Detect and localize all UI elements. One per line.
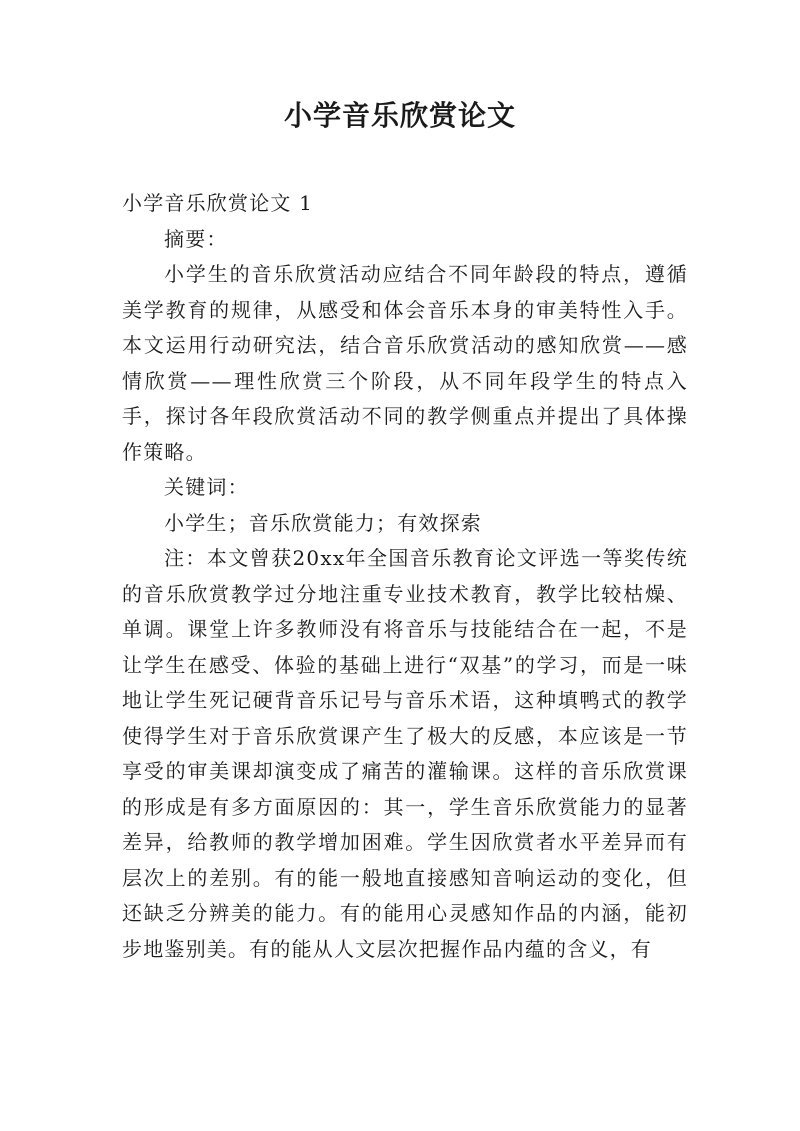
section-heading: 小学音乐欣赏论文 1 xyxy=(122,191,314,215)
keywords-label: 关键词： xyxy=(164,475,249,499)
keywords-paragraph: 小学生；音乐欣赏能力；有效探索 xyxy=(164,510,482,535)
abstract-label: 摘要： xyxy=(164,226,228,251)
abstract-paragraph: 小学生的音乐欣赏活动应结合不同年龄段的特点，遵循美学教育的规律，从感受和体会音乐本身的审美特性入手。本文运用行动研究法，结合音乐欣赏活动的感知欣赏——感情欣赏——理性欣赏三个阶段，从不同年段学生的特点入手，探讨各年段欣赏活动不同的教学侧重点并提出了具体操作策略。 xyxy=(122,262,688,464)
document-body xyxy=(122,186,688,967)
note-paragraph: 注：本文曾获20xx年全国音乐教育论文评选一等奖传统的音乐欣赏教学过分地注重专业技术教育，教学比较枯燥、单调。课堂上许多教师没有将音乐与技能结合在一起，不是让学生在感受、体验的基础上进行“双基”的学习，而是一味地让学生死记硬背音乐记号与音乐术语，这种填鸭式的教学使得学生对于音乐欣赏课产生了极大的反感，本应该是一节享受的审美课却演变成了痛苦的灌输课。这样的音乐欣赏课的形成是有多方面原因的：其一，学生音乐欣赏能力的显著差异，给教师的教学增加困难。学生因欣赏者水平差异而有层次上的差别。有的能一般地直接感知音响运动的变化，但还缺乏分辨美的能力。有的能用心灵感知作品的内涵，能初步地鉴别美。有的能从人文层次把握作品内蕴的含义，有 xyxy=(122,546,688,961)
document-title: 小学音乐欣赏论文 xyxy=(283,99,516,132)
